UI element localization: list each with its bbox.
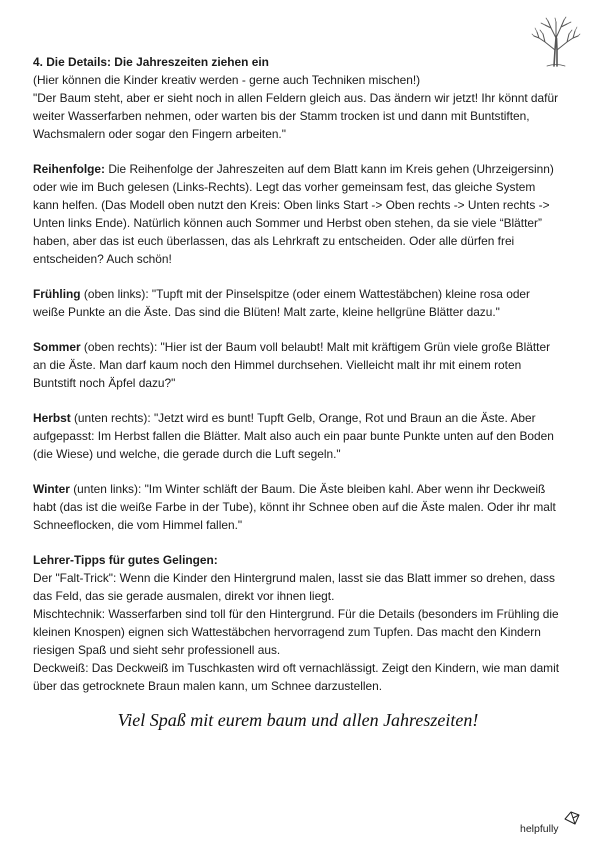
season-summer: [33, 338, 563, 392]
season-label: Frühling: [33, 287, 81, 301]
season-text: (unten rechts): "Jetzt wird es bunt! Tupft Gelb, Orange, Rot und Braun an die Äste. Aber aufgepasst: Im Herbst fallen die Blätter. Malt also auch ein paar bunte Punkte unten auf den Boden (die Wiese) und welche, die gerade durch die Luft segeln.": [33, 411, 554, 461]
teacher-tips: [33, 551, 563, 695]
order-label: Reihenfolge:: [33, 162, 106, 176]
tip-item: Deckweiß: Das Deckweiß im Tuschkasten wird oft vernachlässigt. Zeigt den Kindern, wie man damit über das getrocknete Braun malen kann, um Schnee darzustellen.: [33, 661, 560, 693]
footer-brand: helpfully: [520, 823, 559, 835]
helpfully-logo-icon: [563, 809, 581, 827]
season-label: Sommer: [33, 340, 81, 354]
season-winter: [33, 480, 563, 534]
section-intro: "Der Baum steht, aber er sieht noch in allen Feldern gleich aus. Das ändern wir jetzt! Ihr könnt dafür weiter Wasserfarben nehmen, oder warten bis der Stamm trocken ist und dann mit Buntstiften, Wachsmalern oder sogar den Fingern arbeiten.": [33, 91, 559, 141]
season-autumn: [33, 409, 563, 463]
order-text: Die Reihenfolge der Jahreszeiten auf dem Blatt kann im Kreis gehen (Uhrzeigersinn) oder wie im Buch gelesen (Links-Rechts). Legt das vorher gemeinsam fest, das gleiche System kann helfen. (Das Modell oben nutzt den Kreis: Oben links Start -> Oben rechts -> Unten rechts -> Unten links Ende). Natürlich können auch Sommer und Herbst oben stehen, da sie viele “Blätter” haben, aber das ist euch überlassen, das als Lehrkraft zu entscheiden. Oder alle dürfen frei entscheiden? Auch schön!: [33, 162, 554, 266]
section-subheading: (Hier können die Kinder kreativ werden - gerne auch Techniken mischen!): [33, 73, 421, 87]
tip-item: Der "Falt-Trick": Wenn die Kinder den Hintergrund malen, lasst sie das Blatt immer so drehen, dass das Feld, das sie gerade ausmalen, direkt vor ihnen liegt.: [33, 571, 555, 603]
order-paragraph: [33, 160, 563, 268]
season-label: Herbst: [33, 411, 71, 425]
season-label: Winter: [33, 482, 70, 496]
season-spring: [33, 285, 563, 321]
season-text: (unten links): "Im Winter schläft der Baum. Die Äste bleiben kahl. Aber wenn ihr Deckweiß habt (das ist die weiße Farbe in der Tube), könnt ihr Schnee oben auf die Äste malen. Oder ihr malt Schneeflocken, die vom Himmel fallen.": [33, 482, 556, 532]
closing-line: Viel Spaß mit eurem baum und allen Jahreszeiten!: [117, 710, 479, 730]
tip-item: Mischtechnik: Wasserfarben sind toll für den Hintergrund. Für die Details (besonders im Frühling die kleinen Knospen) eignen sich Wattestäbchen hervorragend zum Tupfen. Das macht den Kindern riesigen Spaß und sieht sehr professionell aus.: [33, 607, 559, 657]
season-text: (oben rechts): "Hier ist der Baum voll belaubt! Malt mit kräftigem Grün viele große Blätter an die Äste. Man darf kaum noch den Himmel durchsehen. Vielleicht malt ihr mit einem roten Buntstift noch Äpfel dazu?": [33, 340, 551, 390]
season-text: (oben links): "Tupft mit der Pinselspitze (oder einem Wattestäbchen) kleine rosa oder weiße Punkte an die Äste. Das sind die Blüten! Malt zarte, kleine hellgrüne Blätter dazu.": [33, 287, 531, 319]
section-intro-block: [33, 53, 563, 143]
section-heading: 4. Die Details: Die Jahreszeiten ziehen ein: [33, 55, 269, 69]
tips-heading: Lehrer-Tipps für gutes Gelingen:: [33, 553, 218, 567]
worksheet-text: [33, 53, 563, 695]
